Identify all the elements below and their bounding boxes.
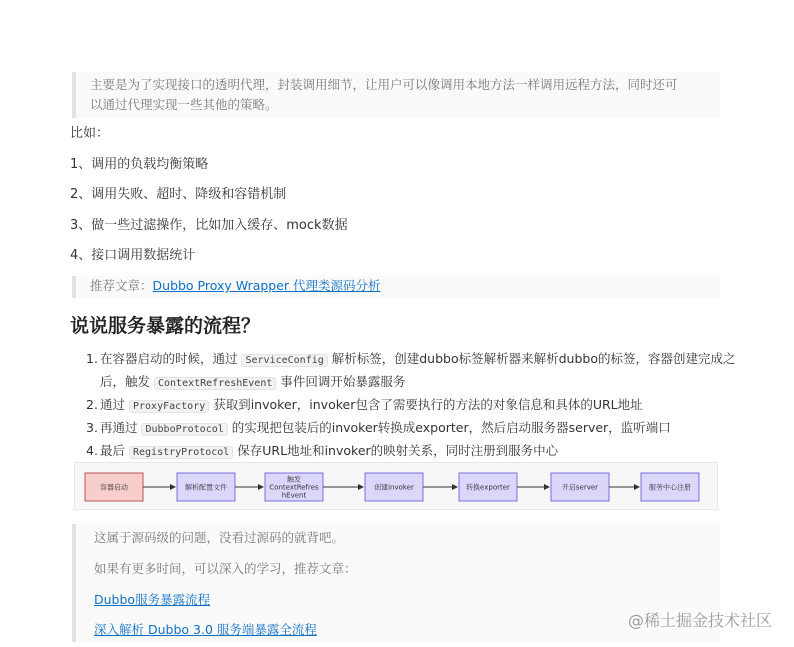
- list-item-text: [100, 440, 736, 463]
- flow-node-label: 解析配置文件: [185, 483, 227, 492]
- inline-code: ContextRefreshEvent: [154, 377, 276, 390]
- example-item: 2、调用失败、超时、降级和容错机制: [70, 187, 287, 202]
- note-quote: [72, 524, 720, 642]
- quote-line: 主要是为了实现接口的透明代理，封装调用细节，让用户可以像调用本地方法一样调用远程方法，同时还可: [90, 77, 678, 92]
- list-number: 2.: [86, 397, 98, 412]
- example-item: 3、做一些过滤操作，比如加入缓存、mock数据: [70, 218, 348, 233]
- example-item: 4、接口调用数据统计: [70, 248, 196, 263]
- flow-node-label: 触发: [287, 475, 301, 484]
- inline-code: ServiceConfig: [241, 354, 327, 367]
- flow-node-label: 转换exporter: [466, 483, 510, 492]
- list-item-text: [100, 394, 736, 417]
- step-text: 在容器启动的时候，通过: [100, 351, 242, 366]
- example-item: 1、调用的负载均衡策略: [70, 157, 209, 172]
- flow-diagram-svg: [75, 463, 719, 511]
- recommend-quote: [72, 276, 720, 298]
- list-item-text: [100, 348, 736, 394]
- proxy-purpose-quote: [72, 72, 720, 118]
- list-item: [86, 440, 736, 463]
- dubbo-export-flow-link[interactable]: Dubbo服务暴露流程: [94, 592, 211, 607]
- step-text: 事件回调开始暴露服务: [276, 374, 406, 389]
- list-number: 1.: [86, 351, 98, 366]
- dubbo3-export-analysis-link[interactable]: 深入解析 Dubbo 3.0 服务端暴露全流程: [94, 622, 317, 637]
- site-watermark: @稀土掘金技术社区: [627, 611, 772, 630]
- list-number: 4.: [86, 443, 98, 458]
- list-item-text: [100, 417, 736, 440]
- list-item: [86, 417, 736, 440]
- quote-line: 以通过代理实现一些其他的策略。: [90, 97, 278, 112]
- proxy-wrapper-article-link[interactable]: Dubbo Proxy Wrapper 代理类源码分析: [152, 278, 381, 293]
- step-text: 最后: [100, 443, 129, 458]
- inline-code: ProxyFactory: [129, 400, 209, 413]
- note-text: 这属于源码级的问题，没看过源码的就背吧。: [94, 530, 345, 545]
- list-item: [86, 348, 736, 394]
- list-item: [86, 394, 736, 417]
- step-text: 解析标签，创建dubbo标签解析器来解析dubbo的标签，容器创建完成之后，触发: [100, 351, 736, 389]
- flow-node-label: 创建invoker: [374, 483, 414, 492]
- recommend-prefix: 推荐文章：: [90, 278, 153, 293]
- section-heading: 说说服务暴露的流程？: [70, 315, 261, 337]
- flow-node-label: ContextRefres: [269, 483, 319, 492]
- export-steps-list: [86, 348, 736, 463]
- inline-code: RegistryProtocol: [129, 446, 233, 459]
- step-text: 再通过: [100, 420, 142, 435]
- flow-node-label: 开启server: [561, 483, 599, 492]
- step-text: 获取到invoker，invoker包含了需要执行的方法的对象信息和具体的URL地址: [209, 397, 643, 412]
- note-text: 如果有更多时间，可以深入的学习，推荐文章：: [94, 561, 357, 576]
- intro-text: 比如：: [70, 126, 110, 141]
- step-text: 保存URL地址和invoker的映射关系，同时注册到服务中心: [233, 443, 559, 458]
- list-number: 3.: [86, 420, 98, 435]
- flow-node-label: 容器启动: [100, 483, 128, 492]
- inline-code: DubboProtocol: [141, 423, 227, 436]
- step-text: 的实现把包装后的invoker转换成exporter，然后启动服务器server，监听端口: [227, 420, 671, 435]
- step-text: 通过: [100, 397, 129, 412]
- flow-node-label: 服务中心注册: [649, 483, 691, 492]
- flow-node-label: hEvent: [281, 491, 307, 500]
- service-export-flow-diagram: [74, 462, 718, 510]
